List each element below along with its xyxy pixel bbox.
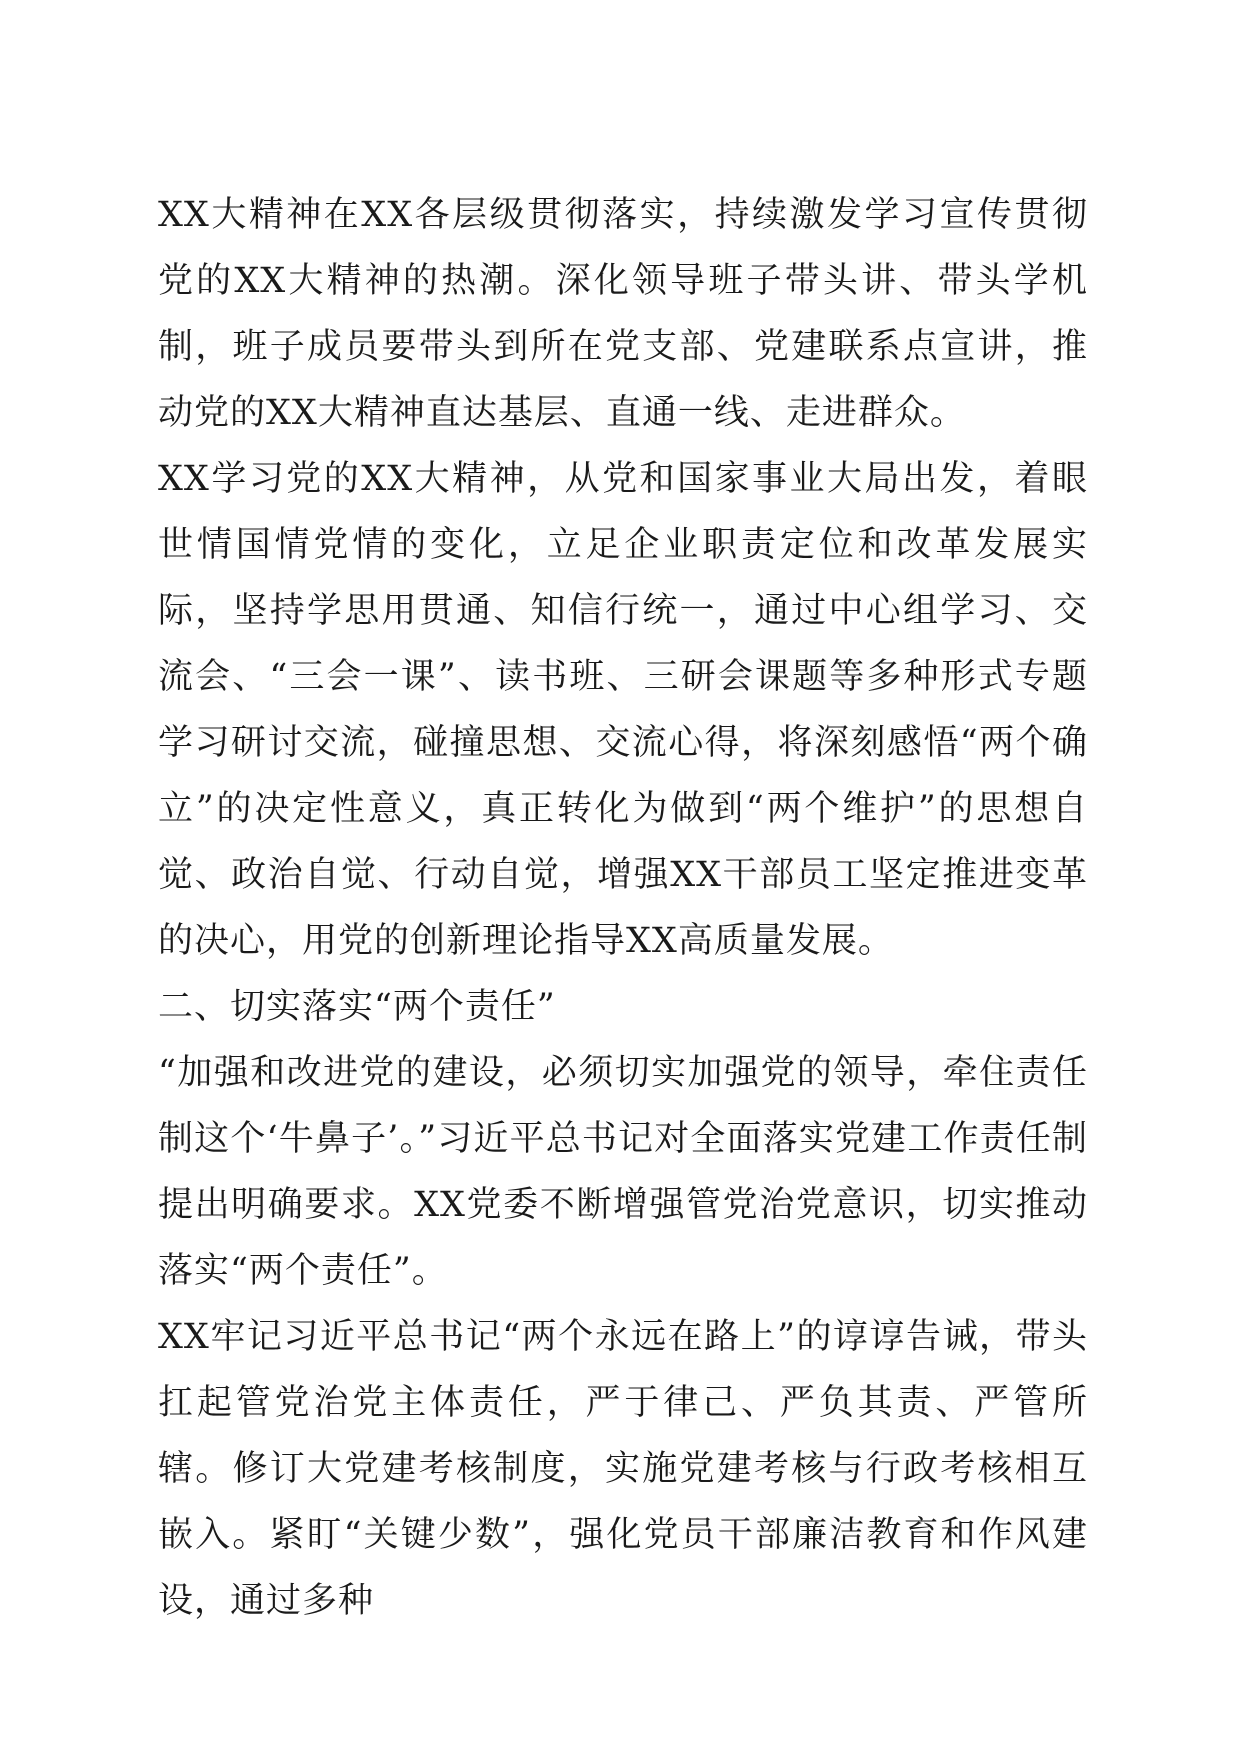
paragraph-2: XX学习党的XX大精神，从党和国家事业大局出发，着眼世情国情党情的变化，立足企业职责定位和改革发展实际，坚持学思用贯通、知信行统一，通过中心组学习、交流会、“三会一课”、读书班、三研会课题等多种形式专题学习研讨交流，碰撞思想、交流心得，将深刻感悟“两个确立”的决定性意义，真正转化为做到“两个维护”的思想自觉、政治自觉、行动自觉，增强XX干部员工坚定推进变革的决心，用党的创新理论指导XX高质量发展。 (158, 459, 1088, 961)
document-body (158, 182, 1088, 1634)
paragraph-3: “加强和改进党的建设，必须切实加强党的领导，牵住责任制这个‘牛鼻子’。”习近平总书记对全面落实党建工作责任制提出明确要求。XX党委不断增强管党治党意识，切实推动落实“两个责任”。 (158, 1053, 1088, 1291)
section-heading: 二、切实落实“两个责任” (158, 987, 556, 1027)
paragraph-1: XX大精神在XX各层级贯彻落实，持续激发学习宣传贯彻党的XX大精神的热潮。深化领导班子带头讲、带头学机制，班子成员要带头到所在党支部、党建联系点宣讲，推动党的XX大精神直达基层、直通一线、走进群众。 (158, 195, 1088, 433)
paragraph-4: XX牢记习近平总书记“两个永远在路上”的谆谆告诫，带头扛起管党治党主体责任，严于律己、严负其责、严管所辖。修订大党建考核制度，实施党建考核与行政考核相互嵌入。紧盯“关键少数”，强化党员干部廉洁教育和作风建设，通过多种 (158, 1317, 1088, 1621)
